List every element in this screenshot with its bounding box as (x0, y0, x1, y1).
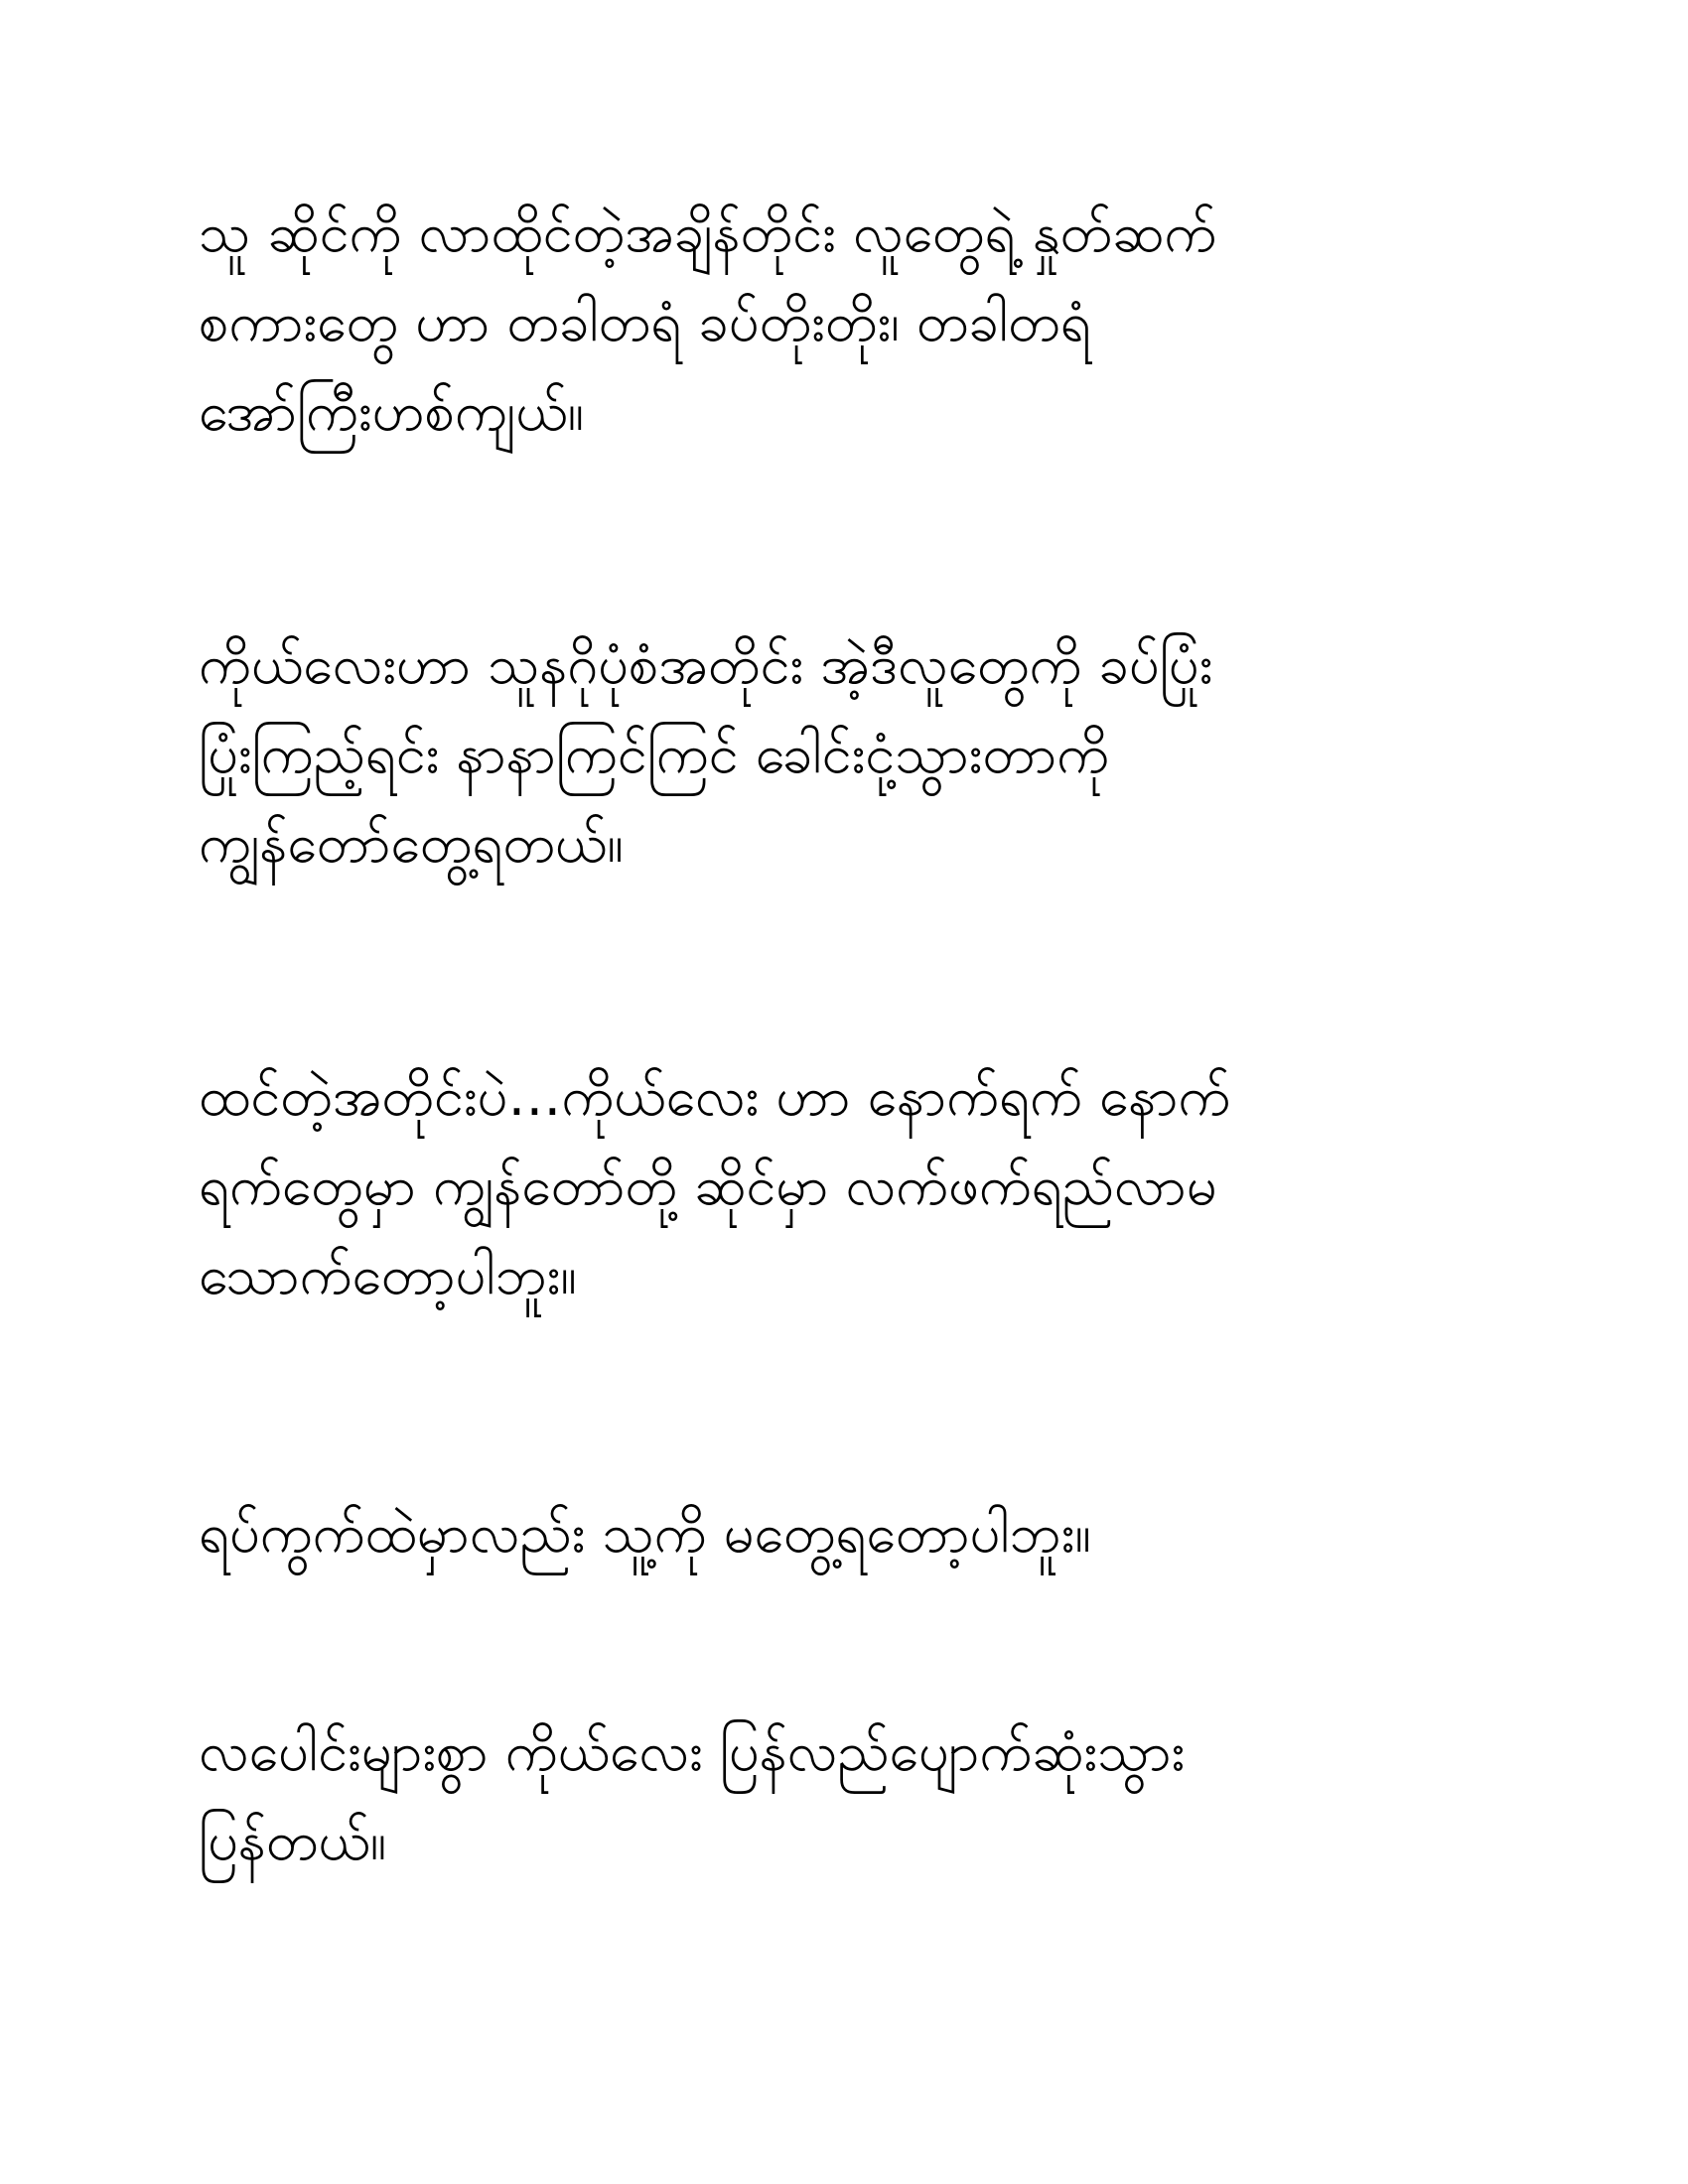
paragraph-4 (199, 1489, 1489, 1578)
paragraph-line: သူ ဆိုင်ကို လာထိုင်တဲ့အချိန်တိုင်း လူတွေရဲ့ နှုတ်ဆက် (199, 202, 1217, 264)
paragraph-line: စကားတွေ ဟာ တခါတရံ ခပ်တိုးတိုး၊ တခါတရံ (199, 291, 1091, 353)
paragraph-line: ရက်တွေမှာ ကျွန်တော်တို့ ဆိုင်မှာ လက်ဖက်ရည်လာမ (199, 1155, 1217, 1217)
paragraph-5 (199, 1707, 1489, 1886)
paragraph-line: သောက်တော့ပါဘူး။ (199, 1244, 577, 1306)
paragraph-line: ကိုယ်လေးဟာ သူနဂိုပုံစံအတိုင်း အဲ့ဒီလူတွေကို ခပ်ပြုံး (199, 633, 1213, 696)
paragraph-line: ထင်တဲ့အတိုင်းပဲ…ကိုယ်လေး ဟာ နောက်ရက် နောက် (199, 1065, 1231, 1128)
paragraph-2 (199, 620, 1489, 888)
paragraph-line: လပေါင်းများစွာ ကိုယ်လေး ပြန်လည်ပျောက်ဆုံးသွား (199, 1720, 1186, 1783)
paragraph-line: ပြန်တယ်။ (199, 1810, 387, 1872)
paragraph-1 (199, 189, 1489, 457)
paragraph-line: ပြုံးကြည့်ရင်း နာနာကြင်ကြင် ခေါင်းငုံ့သွားတာကို (199, 723, 1109, 785)
paragraph-line: အော်ကြီးဟစ်ကျယ်။ (199, 380, 584, 443)
paragraph-line: ကျွန်တော်တွေ့ရတယ်။ (199, 812, 624, 875)
paragraph-line: ရပ်ကွက်ထဲမှာလည်း သူ့ကို မတွေ့ရတော့ပါဘူး။ (199, 1502, 1091, 1565)
paragraph-3 (199, 1052, 1489, 1320)
